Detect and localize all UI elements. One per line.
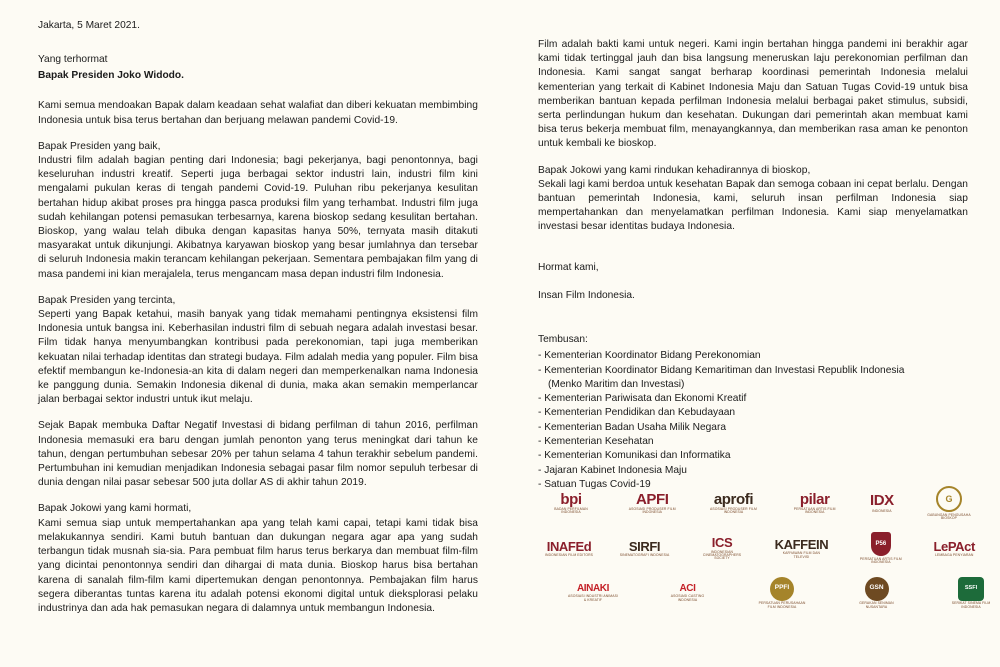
logo-mark: IDX xyxy=(869,492,894,510)
logo-ainaki xyxy=(567,584,619,602)
logo-ssfi xyxy=(945,577,997,609)
logo-parfi56 xyxy=(855,532,907,564)
logo-aprofi xyxy=(707,492,759,515)
logo-ppfi xyxy=(756,577,808,609)
cc-item: - Kementerian Pendidikan dan Kebudayaan xyxy=(538,407,736,419)
cc-item: - Satuan Tugas Covid-19 xyxy=(538,478,651,490)
logo-subtitle: GERAKAN SENIMAN NUSANTARA xyxy=(859,601,894,609)
left-column xyxy=(38,20,478,628)
cc-list xyxy=(538,349,968,492)
cc-item: - Kementerian Badan Usaha Milik Negara xyxy=(538,421,726,433)
logo-subtitle: PERSATUAN ARTIS FILM INDONESIA xyxy=(793,507,836,515)
logo-row-3 xyxy=(545,577,1000,609)
paragraph: Sejak Bapak membuka Daftar Negatif Investasi di bidang perfilman di tahun 2016, perfilman Indonesia memasuki era baru dengan jumlah penonton yang terus meningkat dari tahun ke tahun, dengan pertumbuhan sebesar 20% per tahun selama 4 tahun terakhir sebelum pandemi. Pertumbuhan ini kemudian menjadikan Indonesia sebagai pasar film nomor sepuluh terbesar di dunia dengan nilai pasar sebesar 500 juta dollar AS di akhir tahun 2019. xyxy=(38,420,478,489)
logo-mark: SIRFI xyxy=(628,538,661,554)
logo-subtitle: SERIKAT SINEMA FILM INDONESIA xyxy=(951,601,991,609)
logo-row-2 xyxy=(545,532,975,564)
logo-mark: bpi xyxy=(560,490,582,508)
letter-addressee: Bapak Presiden Joko Widodo. xyxy=(38,70,184,82)
logo-strip xyxy=(545,486,991,646)
logo-subtitle: SINEMATOGRAFI INDONESIA xyxy=(619,553,670,558)
paragraph: Sekali lagi kami berdoa untuk kesehatan Bapak dan semoga cobaan ini cepat berlalu. Dengan bantuan pemerintah Indonesia, kami, seluruh insan perfilman Indonesia siap mempertahankan dan menyelamatkan perfilman Indonesia. Kami siap menyelamatkan investasi besar identitas budaya Indonesia. xyxy=(538,178,968,233)
paragraph: Seperti yang Bapak ketahui, masih banyak yang tidak memahami pentingnya eksistensi film Indonesia untuk bangsa ini. Keberhasilan industri film di sebuah negara adalah investasi besar. Film tidak hanya menyumbangkan kontribusi pada perekonomian, tapi juga memberikan kekuatan nilai terhadap identitas dan strategi budaya. Film adalah media yang populer. Film bisa efektif membangun ke-Indonesia-an kita di dalam negeri dan memperkenalkan nama Indonesia ke panggung dunia. Semakin Indonesia dikenal di dunia, maka akan semakin memperlancar jalan berbagai sektor industri untuk ikut melaju. xyxy=(38,309,478,406)
logo-mark: AINAKI xyxy=(576,582,610,594)
logo-mark: ICS xyxy=(711,535,733,551)
logo-lepact xyxy=(934,540,975,558)
ring-emblem-icon: G xyxy=(936,486,962,512)
logo-subtitle: ASOSIASI CASTING INDONESIA xyxy=(670,594,705,602)
circle-emblem-icon: PPFI xyxy=(770,577,794,601)
logo-subtitle: INDONESIAN CINEMATOGRAPHERS SOCIETY xyxy=(702,549,742,561)
logo-mark: KAFFEIN xyxy=(774,536,829,552)
logo-subtitle: LEMBAGA PENYIARAN xyxy=(934,553,974,558)
logo-mark: LePAct xyxy=(933,538,975,554)
logo-apfi xyxy=(626,492,678,515)
logo-sirfi xyxy=(620,540,670,558)
logo-subtitle: ASOSIASI INDUSTRI ANIMASI & KREATIF xyxy=(568,594,618,602)
logo-kaffein xyxy=(775,538,829,559)
circle-emblem-icon: GSN xyxy=(865,577,889,601)
paragraph: Kami semua siap untuk mempertahankan apa yang telah kami capai, tetapi kami tidak bisa melakukannya sendiri. Kami butuh bantuan dan dukungan negara agar apa yang sudah terbangun tidak musnah sia-sia. Para pembuat film harus terus berkarya dan membuat film-film yang dicintai penontonnya sendiri dan dihargai di mata dunia. Bioskop harus bisa bertahan karena di sanalah film-film kami dipertemukan dengan penontonnya. Pembajakan film harus segera diberantas tuntas karena itu adalah potensi ekonomi digital untuk dieksplorasi pelaku industrinya dan ada hak pemasukan negara di dalamnya untuk membangun Indonesia. xyxy=(38,517,478,614)
cc-item: - Kementerian Koordinator Bidang Kemaritiman dan Investasi Republik Indonesia xyxy=(538,364,905,376)
logo-subtitle: INDONESIAN FILM EDITORS xyxy=(545,553,594,558)
cc-item: - Kementerian Pariwisata dan Ekonomi Kreatif xyxy=(538,393,747,405)
section-heading: Bapak Presiden yang tercinta, xyxy=(38,294,176,306)
closing-block xyxy=(538,261,968,303)
letter-date: Jakarta, 5 Maret 2021. xyxy=(38,20,140,31)
logo-subtitle: KARYAWAN FILM DAN TELEVISI xyxy=(782,551,821,559)
letter-salutation: Yang terhormat xyxy=(38,54,108,65)
right-column xyxy=(538,38,968,492)
logo-bpi xyxy=(545,492,597,515)
logo-mark: aprofi xyxy=(713,490,754,508)
emblem-icon: SSFI xyxy=(958,577,984,601)
paragraph: Industri film adalah bagian penting dari Indonesia; bagi pekerjanya, bagi penontonnya, bagi keseluruhan industri kreatif. Seperti juga berbagai sektor industri lain, industri film kini mengalami pukulan keras di tengah pandemi Covid-19. Puluhan ribu pekerjanya kesulitan bertahan hidup akibat proses pra hingga pasca produksi film yang terhambat. Industri film juga sudah kehilangan potensi pemasukan terbesarnya, karena bioskop sedang kesulitan bertahan. Bioskop, yang walau telah dibuka dengan kapasitas hanya 50%, ternyata masih ditakuti masyarakat untuk dikunjungi. Akibatnya karyawan bioskop yang besar jumlahnya dan tersebar di seluruh Indonesia makin terancam kehilangan pekerjaan. Sementara pembajakan film yang di masa pandemi ini kian merajalela, terus mengancam masa depan industri film Indonesia. xyxy=(38,155,478,280)
logo-mark: pilar xyxy=(799,490,830,508)
logo-subtitle: PERSATUAN PERUSAHAAN FILM INDONESIA xyxy=(758,601,806,609)
logo-subtitle: ASOSIASI PRODUSER FILM INDONESIA xyxy=(628,507,676,515)
shield-icon: P56 xyxy=(871,532,891,556)
logo-idx xyxy=(870,493,894,513)
closing-regards: Hormat kami, xyxy=(538,261,599,273)
closing-signatory: Insan Film Indonesia. xyxy=(538,289,635,301)
cc-item: - Kementerian Koordinator Bidang Perekonomian xyxy=(538,350,761,362)
logo-mark: ACI xyxy=(679,582,696,594)
cc-item: - Kementerian Komunikasi dan Informatika xyxy=(538,450,731,462)
cc-title: Tembusan: xyxy=(538,334,588,346)
logo-row-1 xyxy=(545,486,975,520)
logo-subtitle: ASOSIASI PRODUSER FILM INDONESIA xyxy=(710,507,757,515)
logo-inafed xyxy=(545,540,593,558)
logo-subtitle: BADAN PERFILMAN INDONESIA xyxy=(554,507,588,515)
logo-pilar xyxy=(789,492,841,515)
logo-subtitle: GABUNGAN PENGUSAHA BIOSKOP xyxy=(927,512,971,520)
cc-item: (Menko Maritim dan Investasi) xyxy=(548,378,685,390)
logo-mark: APFI xyxy=(635,490,669,508)
section-heading: Bapak Jokowi yang kami hormati, xyxy=(38,503,192,515)
logo-gpbsi xyxy=(923,486,975,520)
paragraph: Kami semua mendoakan Bapak dalam keadaan sehat walafiat dan diberi kekuatan membimbing Indonesia untuk bisa terus bertahan dan berjuang melawan pandemi Covid-19. xyxy=(38,100,478,126)
cc-item: - Kementerian Kesehatan xyxy=(538,436,654,448)
logo-subtitle: PERSATUAN ARTIS FILM INDONESIA xyxy=(859,556,902,565)
logo-subtitle: INDONESIA xyxy=(872,508,892,513)
paragraph: Film adalah bakti kami untuk negeri. Kami ingin bertahan hingga pandemi ini berakhir agar kami tidak tertinggal jauh dan bisa langsung meneruskan laju perekonomian perfilman dan Indonesia. Kami sangat sangat berharap koordinasi pemerintah Indonesia melalui kementerian yang terkait di Kabinet Indonesia Maju dan Satuan Tugas Covid-19 untuk bisa memberikan bantuan kepada perfilman Indonesia melalui berbagai paket stimulus, subsidi, serta perlindungan hukum dan kesehatan. Dukungan dari pemerintah akan membuat kami bisa terus bekerja membuat film, menayangkannya, dan memberikan rasa aman ke penonton untuk kembali ke bioskop. xyxy=(538,39,968,150)
logo-aci xyxy=(662,584,714,602)
section-heading: Bapak Presiden yang baik, xyxy=(38,140,161,152)
cc-item: - Jajaran Kabinet Indonesia Maju xyxy=(538,464,687,476)
logo-ics xyxy=(696,536,748,561)
section-heading: Bapak Jokowi yang kami rindukan kehadirannya di bioskop, xyxy=(538,164,811,176)
logo-gsn xyxy=(851,577,903,609)
logo-mark: INAFEd xyxy=(546,538,592,554)
